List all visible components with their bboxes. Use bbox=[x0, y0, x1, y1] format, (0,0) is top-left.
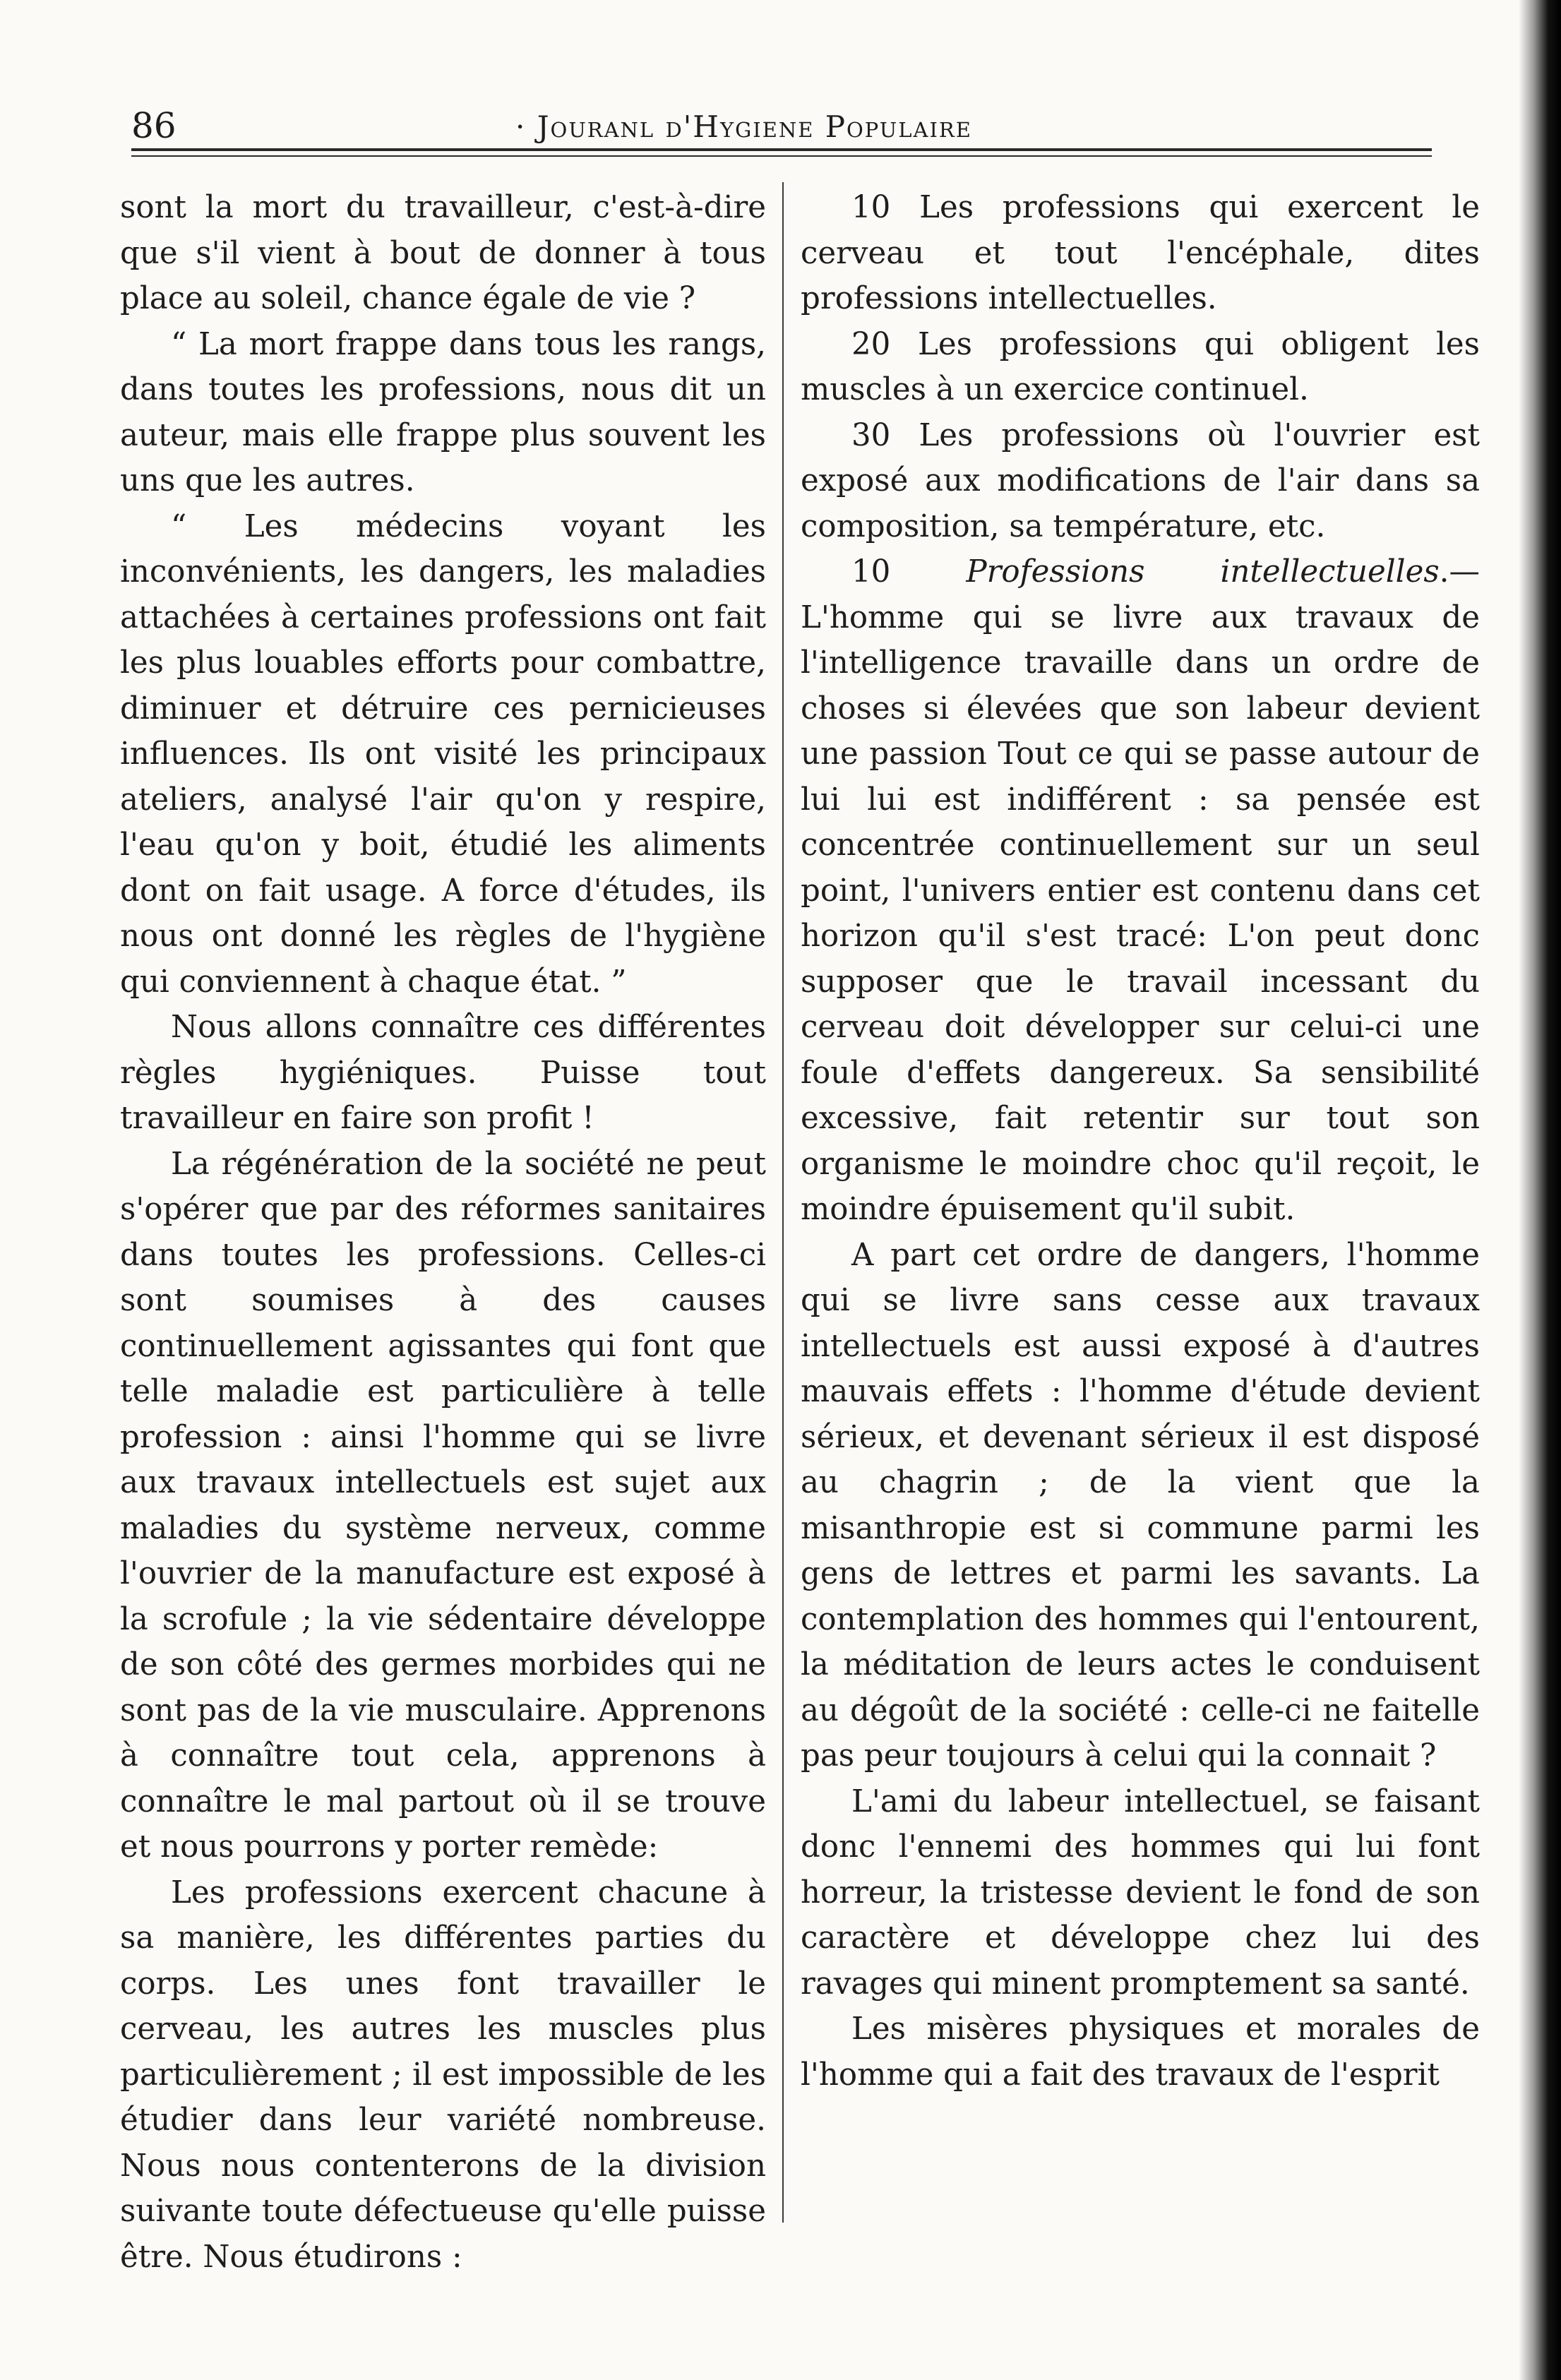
paragraph: La régénération de la société ne peut s'opérer que par des réformes sanitaires dans toutes les professions. Celles-ci sont soumises à des causes continuellement agissantes qui font que telle maladie est particulière à telle profession : ainsi l'homme qui se livre aux travaux intellectuels est sujet aux maladies du système nerveux, comme l'ouvrier de la manufacture est exposé à la scrofule ; la vie sédentaire développe de son côté des germes morbides qui ne sont pas de la vie musculaire. Apprenons à connaître tout cela, apprenons à connaître le mal partout où il se trouve et nous pourrons y porter remède: bbox=[120, 1146, 766, 1865]
paragraph: sont la mort du travailleur, c'est-à-dire que s'il vient à bout de donner à tous place au soleil, chance égale de vie ? bbox=[120, 190, 766, 316]
paragraph: Les misères physiques et morales de l'homme qui a fait des travaux de l'esprit bbox=[801, 2011, 1480, 2093]
paragraph: L'ami du labeur intellectuel, se faisant donc l'ennemi des hommes qui lui font horreur, la tristesse devient le fond de son caractère et développe chez lui des ravages qui minent promptement sa santé. bbox=[801, 1783, 1480, 2002]
header-rule bbox=[131, 148, 1432, 151]
paragraph: “ Les médecins voyant les inconvénients, les dangers, les maladies attachées à certaines professions ont fait les plus louables efforts pour combattre, diminuer et détruire ces pernicieuses influences. Ils ont visité les principaux ateliers, analysé l'air qu'on y respire, l'eau qu'on y boit, étudié les aliments dont on fait usage. A force d'études, ils nous ont donné les règles de l'hygiène qui conviennent à chaque état. ” bbox=[120, 508, 766, 1000]
list-paragraph: 30 Les professions où l'ouvrier est exposé aux modifications de l'air dans sa composition, sa température, etc. bbox=[801, 417, 1480, 544]
header-rule-thin bbox=[131, 155, 1432, 157]
section-text: .—L'homme qui se livre aux travaux de l'intelligence travaille dans un ordre de choses si élevées que son labeur devient une passion Tout ce qui se passe autour de lui lui est indifférent : sa pensée est concentrée continuellement sur un seul point, l'univers entier est contenu dans cet horizon qu'il s'est tracé: L'on peut donc supposer que le travail incessant du cerveau doit développer sur celui-ci une foule d'effets dangereux. Sa sensibilité excessive, fait retentir sur tout son organisme le moindre choc qu'il reçoit, le moindre épuisement qu'il subit. bbox=[801, 554, 1480, 1227]
scan-edge-shadow bbox=[1519, 0, 1561, 2380]
paragraph: Nous allons connaître ces différentes règles hygiéniques. Puisse tout travailleur en faire son profit ! bbox=[120, 1010, 766, 1136]
paragraph: “ La mort frappe dans tous les rangs, dans toutes les professions, nous dit un auteur, mais elle frappe plus souvent les uns que les autres. bbox=[120, 326, 766, 498]
section-number: 10 bbox=[851, 554, 967, 590]
paragraph: Les professions exercent chacune à sa manière, les différentes parties du corps. Les unes font travailler le cerveau, les autres les muscles plus particulièrement ; il est impossible de les étudier dans leur variété nombreuse. Nous nous contenterons de la division suivante toute défectueuse qu'elle puisse être. Nous étudirons : bbox=[120, 1874, 766, 2275]
paragraph: A part cet ordre de dangers, l'homme qui se livre sans cesse aux travaux intellectuels est aussi exposé à d'autres mauvais effets : l'homme d'étude devient sérieux, et devenant sérieux il est disposé au chagrin ; de la vient que la misanthropie est si commune parmi les gens de lettres et parmi les savants. La contemplation des hommes qui l'entourent, la méditation de leurs actes le conduisent au dégoût de la société : celle-ci ne faitelle pas peur toujours à celui qui la connait ? bbox=[801, 1237, 1480, 1774]
section-paragraph bbox=[801, 549, 1480, 1233]
section-heading: Professions intellectuelles bbox=[966, 554, 1440, 590]
left-column bbox=[120, 185, 766, 2280]
page-number: 86 bbox=[131, 105, 177, 146]
running-title: · Jouranl d'Hygiene Populaire bbox=[515, 109, 972, 144]
column-divider bbox=[782, 182, 784, 2223]
list-paragraph: 20 Les professions qui obligent les muscles à un exercice continuel. bbox=[801, 326, 1480, 407]
list-paragraph: 10 Les professions qui exercent le cerveau et tout l'encéphale, dites professions intellectuelles. bbox=[801, 190, 1480, 316]
right-column bbox=[801, 185, 1480, 2098]
